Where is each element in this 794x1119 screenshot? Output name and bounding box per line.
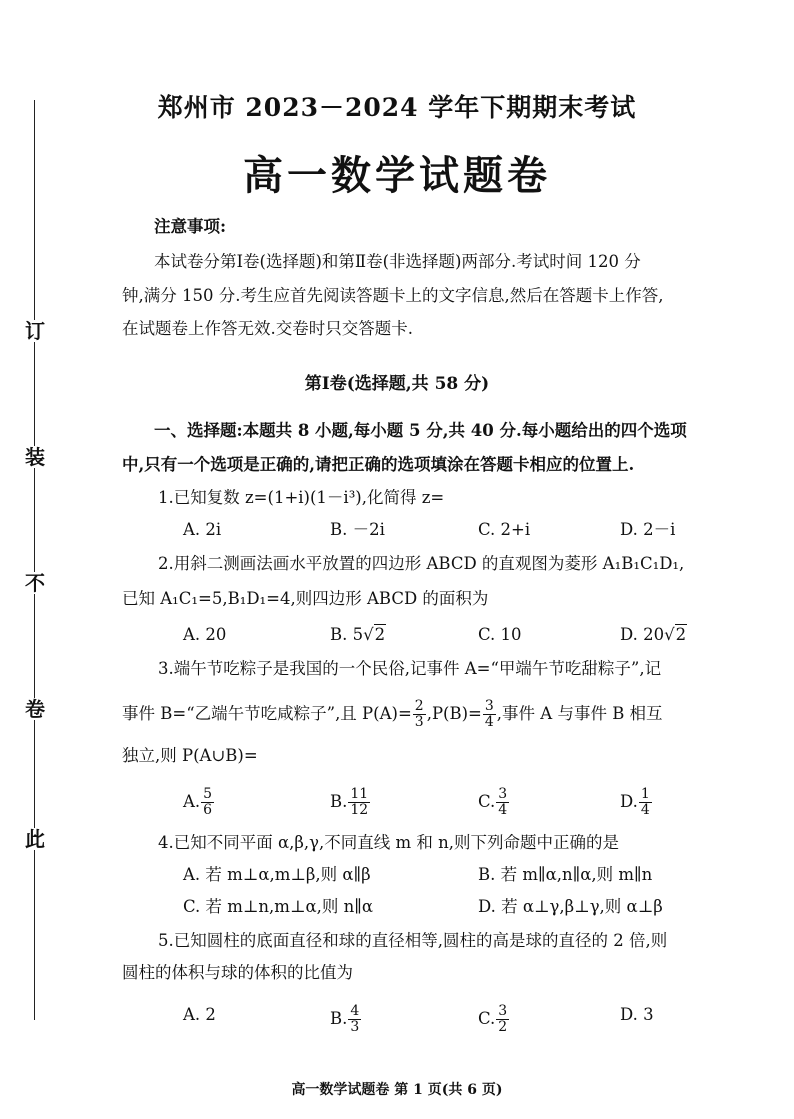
binding-line: [34, 100, 35, 1020]
q3-pb-denominator: 4: [484, 714, 494, 730]
q3-option-d: [620, 787, 653, 818]
q4-option-b: B. 若 m∥α,n∥α,则 m∥n: [478, 865, 653, 884]
q3-option-a-label: A.: [183, 792, 201, 811]
q5-option-b: [330, 1004, 362, 1035]
part1-instruction-2: 中,只有一个选项是正确的,请把正确的选项填涂在答题卡相应的位置上.: [122, 455, 635, 474]
binding-char-ding: 订: [25, 319, 45, 343]
q3-stem-2-post: ,事件 A 与事件 B 相互: [496, 704, 663, 723]
denominator: 4: [640, 802, 650, 818]
binding-char-zhuang: 装: [25, 445, 45, 469]
q5-option-b-fraction: [348, 1004, 361, 1035]
q3-option-a-fraction: [201, 787, 214, 818]
q5-option-b-label: B.: [330, 1009, 348, 1028]
numerator: 1: [640, 786, 650, 802]
q3-option-c-label: C.: [478, 792, 496, 811]
paper-title: 高一数学试题卷: [243, 152, 551, 199]
q3-stem-2: [122, 699, 663, 730]
q5-stem-1: 5.已知圆柱的底面直径和球的直径相等,圆柱的高是球的直径的 2 倍,则: [158, 931, 668, 950]
q5-option-d: D. 3: [620, 1005, 654, 1024]
q3-option-c-fraction: [496, 787, 509, 818]
q2-option-d-radicand: 2: [675, 625, 687, 644]
q3-option-b-label: B.: [330, 792, 348, 811]
q3-pa-denominator: 3: [414, 714, 424, 730]
sqrt-icon: √: [363, 625, 374, 644]
numerator: 4: [350, 1003, 360, 1019]
q5-option-c-fraction: [496, 1004, 509, 1035]
q2-option-a: A. 20: [183, 625, 227, 644]
q3-stem-3: 独立,则 P(A∪B)=: [122, 746, 258, 765]
notice-heading: 注意事项:: [154, 217, 227, 236]
q3-option-d-label: D.: [620, 792, 638, 811]
q2-option-c: C. 10: [478, 625, 522, 644]
q3-pb-fraction: [483, 699, 496, 730]
q3-stem-1: 3.端午节吃粽子是我国的一个民俗,记事件 A=“甲端午节吃甜粽子”,记: [158, 659, 662, 678]
part1-instruction-1: 一、选择题:本题共 8 小题,每小题 5 分,共 40 分.每小题给出的四个选项: [154, 421, 687, 440]
q2-option-b-coef: B. 5: [330, 625, 364, 644]
q2-option-b-radicand: 2: [374, 625, 386, 644]
denominator: 4: [498, 802, 508, 818]
q2-option-b: [330, 624, 386, 646]
q1-stem: 1.已知复数 z=(1+i)(1－i³),化简得 z=: [158, 488, 445, 507]
q4-option-d: D. 若 α⊥γ,β⊥γ,则 α⊥β: [478, 897, 663, 916]
numerator: 11: [350, 786, 369, 802]
q3-option-c: [478, 787, 510, 818]
notice-line-2: 钟,满分 150 分.考生应首先阅读答题卡上的文字信息,然后在答题卡上作答,: [122, 286, 664, 305]
exam-title: 郑州市 2023－2024 学年下期期末考试: [157, 93, 637, 122]
section-title: 第Ⅰ卷(选择题,共 58 分): [304, 374, 490, 394]
q3-stem-2-mid: ,P(B)=: [426, 704, 482, 723]
q2-option-d: [620, 624, 687, 646]
binding-char-bu: 不: [25, 571, 45, 595]
q4-stem: 4.已知不同平面 α,β,γ,不同直线 m 和 n,则下列命题中正确的是: [158, 833, 620, 852]
binding-char-juan: 卷: [25, 697, 45, 721]
q2-stem-1: 2.用斜二测画法画水平放置的四边形 ABCD 的直观图为菱形 A₁B₁C₁D₁,: [158, 554, 685, 573]
numerator: 5: [203, 786, 213, 802]
q3-pb-numerator: 3: [484, 698, 494, 714]
q1-option-d: D. 2－i: [620, 520, 676, 539]
q3-stem-2-pre: 事件 B=“乙端午节吃咸粽子”,且 P(A)=: [122, 704, 412, 723]
notice-line-3: 在试题卷上作答无效.交卷时只交答题卡.: [122, 319, 413, 338]
denominator: 12: [350, 802, 369, 818]
page-footer: 高一数学试题卷 第 1 页(共 6 页): [291, 1082, 503, 1098]
notice-line-1: 本试卷分第Ⅰ卷(选择题)和第Ⅱ卷(非选择题)两部分.考试时间 120 分: [154, 252, 641, 271]
q5-stem-2: 圆柱的体积与球的体积的比值为: [122, 963, 353, 982]
sqrt-icon: √: [664, 625, 675, 644]
q3-option-a: [183, 787, 215, 818]
q3-pa-fraction: [413, 699, 426, 730]
q1-option-c: C. 2+i: [478, 520, 531, 539]
q3-pa-numerator: 2: [414, 698, 424, 714]
denominator: 3: [350, 1019, 360, 1035]
q5-option-a: A. 2: [183, 1005, 216, 1024]
q3-option-b-fraction: [348, 787, 370, 818]
q3-option-b: [330, 787, 371, 818]
q1-option-a: A. 2i: [183, 520, 222, 539]
q1-option-b: B. －2i: [330, 520, 385, 539]
q2-option-d-coef: D. 20: [620, 625, 665, 644]
q2-stem-2: 已知 A₁C₁=5,B₁D₁=4,则四边形 ABCD 的面积为: [122, 589, 489, 608]
q5-option-c-label: C.: [478, 1009, 496, 1028]
q4-option-a: A. 若 m⊥α,m⊥β,则 α∥β: [183, 865, 371, 884]
binding-char-ci: 此: [25, 827, 45, 851]
q5-option-c: [478, 1004, 510, 1035]
numerator: 3: [498, 786, 508, 802]
denominator: 6: [203, 802, 213, 818]
q3-option-d-fraction: [639, 787, 652, 818]
denominator: 2: [498, 1019, 508, 1035]
numerator: 3: [498, 1003, 508, 1019]
q4-option-c: C. 若 m⊥n,m⊥α,则 n∥α: [183, 897, 373, 916]
